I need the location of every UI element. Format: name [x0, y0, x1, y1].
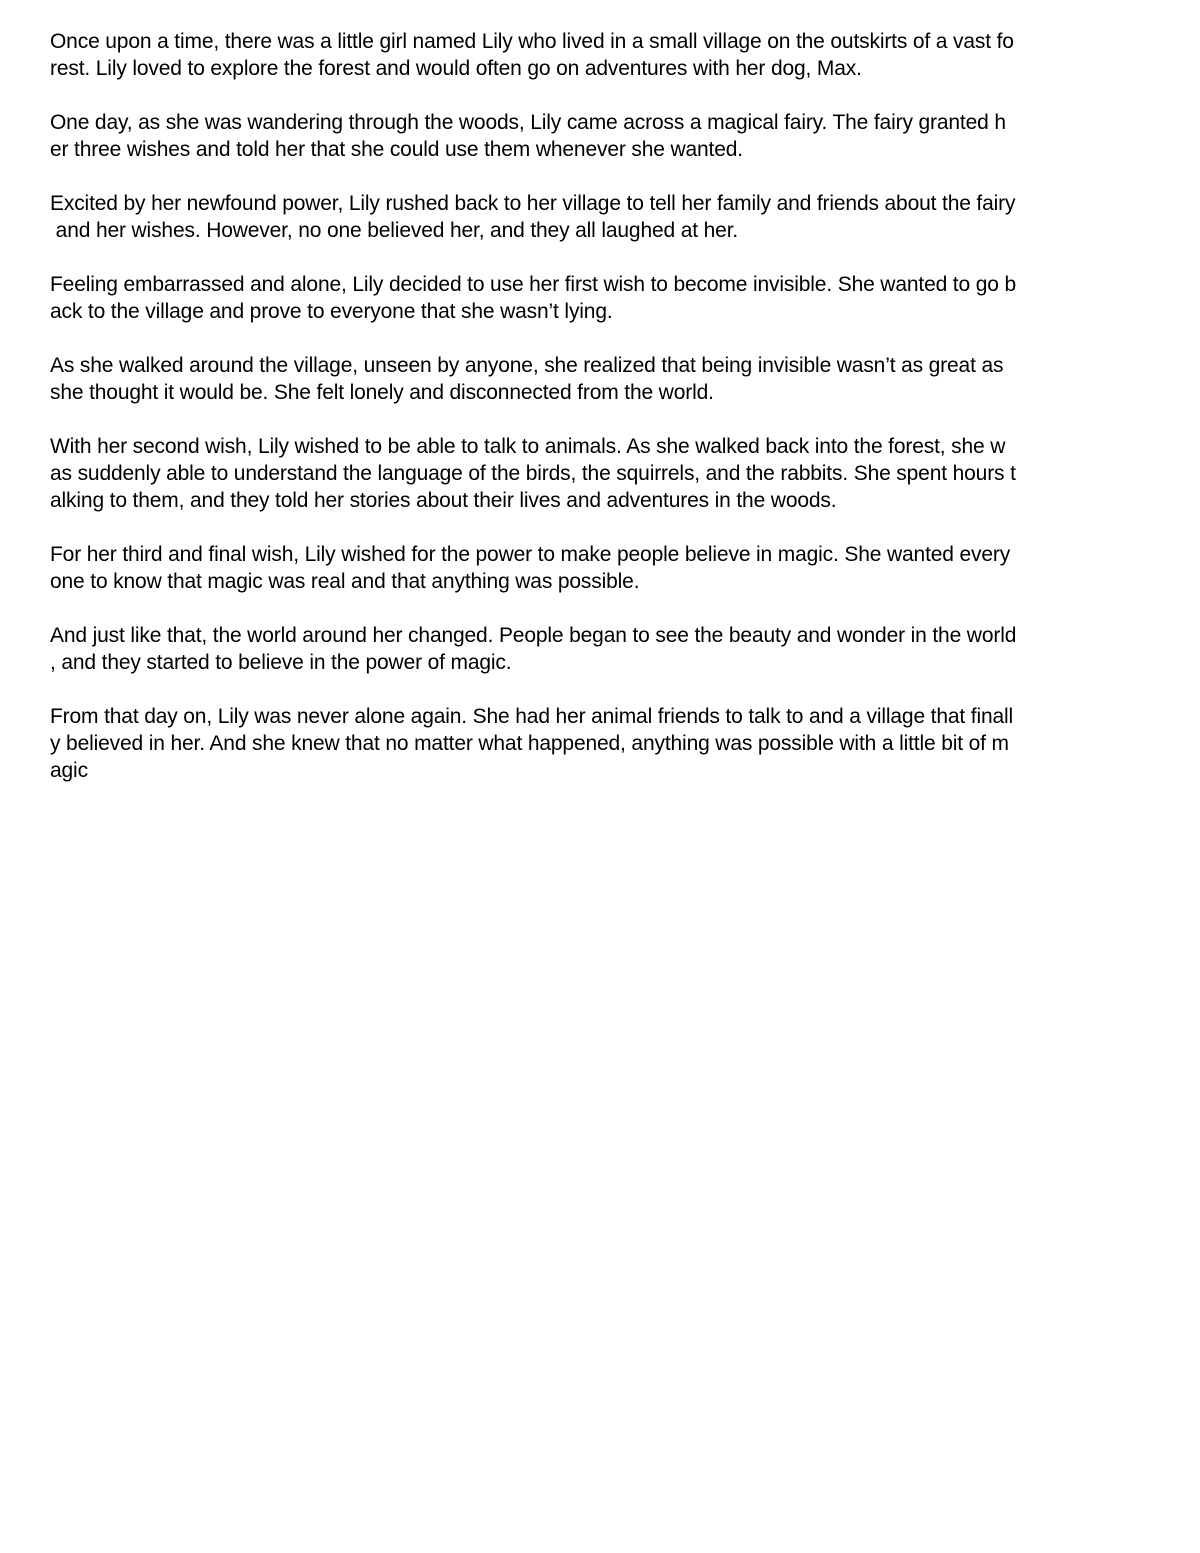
text-line: rest. Lily loved to explore the forest and would often go on adventures with her dog, Max. — [50, 57, 862, 80]
text-line: For her third and final wish, Lily wished for the power to make people believe in magic. She wanted every — [50, 543, 1011, 566]
text-line: er three wishes and told her that she could use them whenever she wanted. — [50, 138, 743, 161]
text-line: As she walked around the village, unseen by anyone, she realized that being invisible wasn’t as great as — [50, 354, 1004, 377]
text-line: With her second wish, Lily wished to be able to talk to animals. As she walked back into the forest, she w — [50, 435, 1006, 458]
text-line: ack to the village and prove to everyone that she wasn’t lying. — [50, 300, 613, 323]
paragraph-4 — [50, 271, 1160, 325]
text-line: and her wishes. However, no one believed her, and they all laughed at her. — [50, 219, 739, 242]
text-line: , and they started to believe in the power of magic. — [50, 651, 512, 674]
text-line: agic — [50, 759, 88, 782]
paragraph-6 — [50, 433, 1160, 514]
text-line: Once upon a time, there was a little girl named Lily who lived in a small village on the outskirts of a vast fo — [50, 30, 1014, 53]
text-line: One day, as she was wandering through the woods, Lily came across a magical fairy. The fairy granted h — [50, 111, 1006, 134]
paragraph-2 — [50, 109, 1160, 163]
text-line: Feeling embarrassed and alone, Lily decided to use her first wish to become invisible. She wanted to go b — [50, 273, 1016, 296]
text-line: Excited by her newfound power, Lily rushed back to her village to tell her family and friends about the fairy — [50, 192, 1016, 215]
paragraph-8 — [50, 622, 1160, 676]
text-line: as suddenly able to understand the language of the birds, the squirrels, and the rabbits. She spent hours t — [50, 462, 1016, 485]
text-line: one to know that magic was real and that anything was possible. — [50, 570, 640, 593]
text-line: And just like that, the world around her changed. People began to see the beauty and wonder in the world — [50, 624, 1017, 647]
paragraph-1 — [50, 28, 1160, 82]
text-line: alking to them, and they told her stories about their lives and adventures in the woods. — [50, 489, 837, 512]
paragraph-7 — [50, 541, 1160, 595]
story-text — [50, 28, 1160, 811]
paragraph-5 — [50, 352, 1160, 406]
text-line: y believed in her. And she knew that no matter what happened, anything was possible with a little bit of m — [50, 732, 1009, 755]
paragraph-3 — [50, 190, 1160, 244]
paragraph-9 — [50, 703, 1160, 784]
text-line: she thought it would be. She felt lonely and disconnected from the world. — [50, 381, 714, 404]
text-line: From that day on, Lily was never alone again. She had her animal friends to talk to and a village that finall — [50, 705, 1014, 728]
